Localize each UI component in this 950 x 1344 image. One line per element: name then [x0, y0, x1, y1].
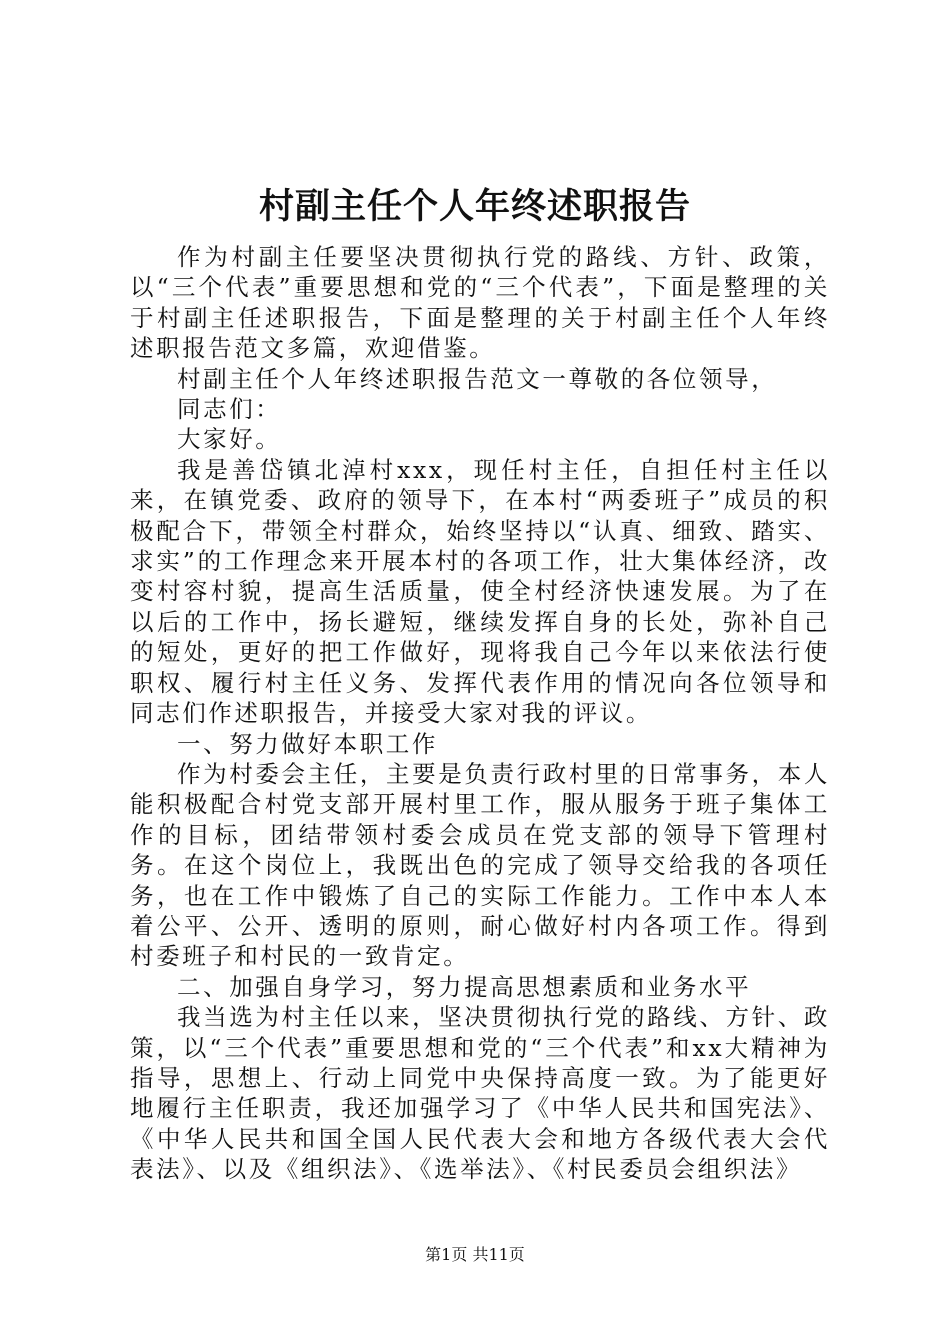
paragraph-section-2: 我当选为村主任以来，坚决贯彻执行党的路线、方针、政策，以“三个代表”重要思想和党的“三个代表”和xx大精神为指导，思想上、行动上同党中央保持高度一致。为了能更好地履行主任职责，我还加强学习了《中华人民共和国宪法》、《中华人民共和国全国人民代表大会和地方各级代表大会代表法》、以及《组织法》、《选举法》、《村民委员会组织法》 [130, 1003, 830, 1184]
paragraph-greeting: 大家好。 [177, 425, 282, 454]
document-body [130, 242, 830, 1185]
paragraph-self-introduction: 我是善岱镇北淖村xxx，现任村主任，自担任村主任以来，在镇党委、政府的领导下，在本村“两委班子”成员的积极配合下，带领全村群众，始终坚持以“认真、细致、踏实、求实”的工作理念来开展本村的各项工作，壮大集体经济，改变村容村貌，提高生活质量，使全村经济快速发展。为了在以后的工作中，扬长避短，继续发挥自身的长处，弥补自己的短处，更好的把工作做好，现将我自己今年以来依法行使职权、履行村主任义务、发挥代表作用的情况向各位领导和同志们作述职报告，并接受大家对我的评议。 [130, 455, 830, 728]
section-heading-2: 二、加强自身学习，努力提高思想素质和业务水平 [177, 972, 752, 1001]
paragraph-salutation: 同志们： [177, 395, 282, 424]
section-heading-1: 一、努力做好本职工作 [177, 729, 438, 758]
paragraph-sample-heading: 村副主任个人年终述职报告范文一尊敬的各位领导， [177, 364, 778, 393]
paragraph-section-1: 作为村委会主任，主要是负责行政村里的日常事务，本人能积极配合村党支部开展村里工作，服从服务于班子集体工作的目标，团结带领村委会成员在党支部的领导下管理村务。在这个岗位上，我既出色的完成了领导交给我的各项任务，也在工作中锻炼了自己的实际工作能力。工作中本人本着公平、公开、透明的原则，耐心做好村内各项工作。得到村委班子和村民的一致肯定。 [130, 759, 830, 971]
paragraph-intro: 作为村副主任要坚决贯彻执行党的路线、方针、政策，以“三个代表”重要思想和党的“三个代表”，下面是整理的关于村副主任述职报告，下面是整理的关于村副主任个人年终述职报告范文多篇，欢迎借鉴。 [130, 243, 830, 363]
page-footer: 第1页 共11页 [425, 1245, 525, 1264]
document-title: 村副主任个人年终述职报告 [258, 186, 691, 227]
